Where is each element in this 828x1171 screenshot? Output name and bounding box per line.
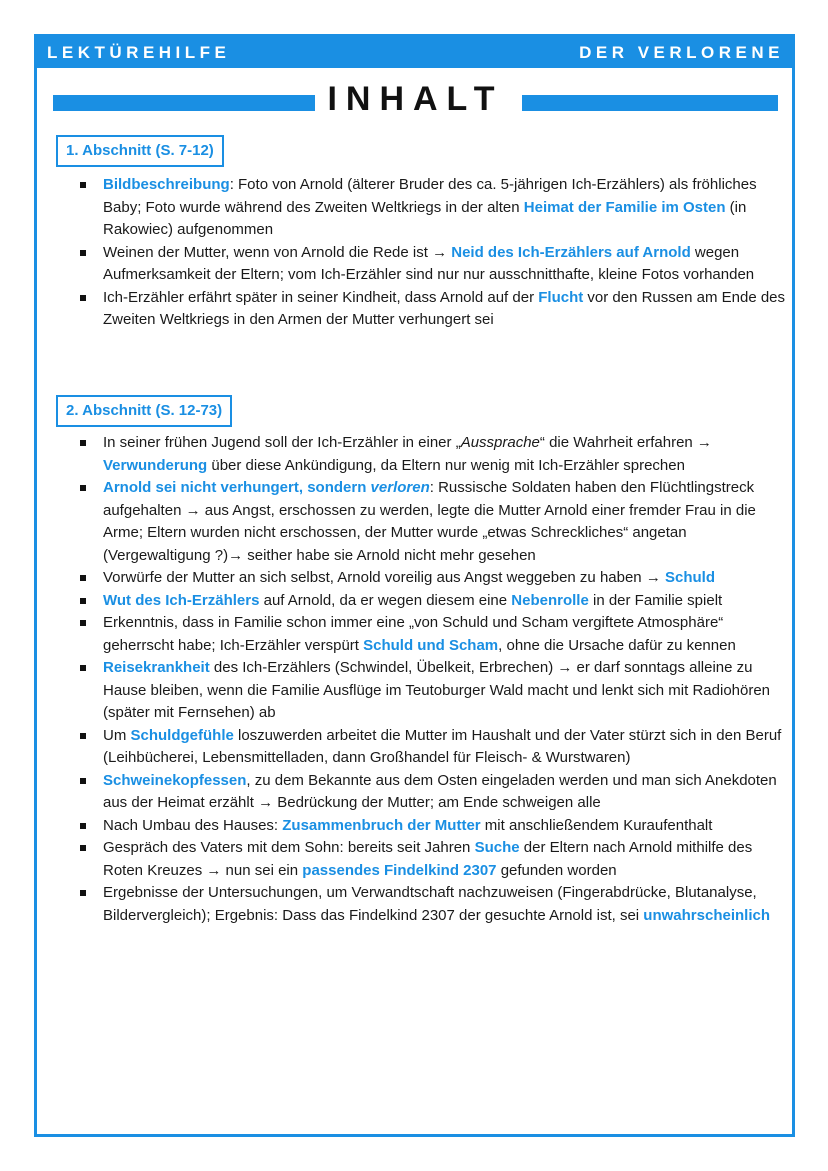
- text-segment: auf Arnold, da er wegen diesem eine: [259, 591, 512, 609]
- list-item: [77, 725, 789, 770]
- bullet-icon: [80, 295, 86, 301]
- text-segment: vor den Russen am Ende des Zweiten Weltkriegs in den Armen der Mutter verhungert sei: [103, 288, 786, 328]
- highlight-term: Heimat der Familie im Osten: [523, 198, 726, 216]
- text-segment: in der Familie spielt: [588, 591, 723, 609]
- list-item: [77, 657, 789, 725]
- list-item: [77, 242, 789, 287]
- text-segment: Ergebnisse der Untersuchungen, um Verwandtschaft nachzuweisen (Fingerabdrücke, Blutanalyse, Bildervergleich); Ergebnis: Dass das Findelkind 2307 der gesuchte Arnold ist, sei: [103, 884, 757, 924]
- list-item: [77, 432, 789, 477]
- bullet-icon: [80, 575, 86, 581]
- highlight-term: Schuldgefühle: [130, 726, 234, 744]
- highlight-term: Verwunderung: [103, 456, 208, 474]
- text-segment: wegen Aufmerksamkeit der Eltern; vom Ich-Erzähler sind nur nur ausschnitthafte, kleine Fotos vorhanden: [103, 243, 755, 283]
- list-item: [77, 287, 789, 332]
- page-title: INHALT: [327, 80, 504, 118]
- highlight-term: Bildbeschreibung: [103, 176, 230, 193]
- list-item: [77, 174, 789, 242]
- list-item: [77, 815, 789, 838]
- text-segment: Aussprache: [460, 434, 540, 451]
- text-segment: Gespräch des Vaters mit dem Sohn: bereits seit Jahren: [103, 839, 475, 856]
- text-segment: : Foto von Arnold (älterer Bruder des ca. 5-jährigen Ich-Erzählers) als fröhliches Baby; Foto wurde während des Zweiten Weltkriegs in der alten: [103, 176, 757, 216]
- highlight-term: verloren: [370, 479, 430, 496]
- text-segment: : Russische Soldaten haben den Flüchtlingstreck aufgehalten → aus Angst, erschossen zu werden, legte die Mutter Arnold einer fremder Frau in die Arme; Eltern wurden nicht erschossen, der Mutter wurde „etwas Schreckliches“ angetan (Vergewaltigung ?)→ seither habe sie Arnold nicht mehr gesehen: [103, 479, 756, 564]
- page-frame: [34, 34, 795, 1137]
- bullet-icon: [80, 598, 86, 604]
- text-segment: Weinen der Mutter, wenn von Arnold die Rede ist →: [103, 243, 452, 261]
- bullet-icon: [80, 890, 86, 896]
- text-segment: In seiner frühen Jugend soll der Ich-Erzähler in einer „: [103, 434, 461, 451]
- text-segment: “ die Wahrheit erfahren →: [539, 434, 712, 451]
- bullet-icon: [80, 733, 86, 739]
- highlight-term: Nebenrolle: [511, 591, 589, 609]
- bullet-icon: [80, 665, 86, 671]
- text-segment: , zu dem Bekannte aus dem Osten eingeladen werden und man sich Anekdoten aus der Heimat erzählt → Bedrückung der Mutter; am Ende schweigen alle: [103, 771, 777, 811]
- bullet-icon: [80, 485, 86, 491]
- section-1-list: [77, 174, 789, 332]
- highlight-term: Flucht: [538, 288, 584, 306]
- text-segment: mit anschließendem Kuraufenthalt: [480, 816, 713, 834]
- list-item: [77, 770, 789, 815]
- highlight-term: unwahrscheinlich: [643, 906, 770, 924]
- bullet-icon: [80, 182, 86, 188]
- list-item: [77, 837, 789, 882]
- bullet-icon: [80, 250, 86, 256]
- list-item: [77, 567, 789, 590]
- text-segment: Ich-Erzähler erfährt später in seiner Kindheit, dass Arnold auf der: [103, 288, 539, 306]
- highlight-term: Arnold sei nicht verhungert, sondern: [103, 479, 371, 496]
- text-segment: (in Rakowiec) aufgenommen: [103, 198, 747, 238]
- title-row: [53, 80, 778, 125]
- text-segment: loszuwerden arbeitet die Mutter im Haushalt und der Vater stürzt sich in den Beruf (Leihbücherei, Lebensmittelladen, dann Großhandel für Fleisch- & Wurstwaren): [103, 726, 782, 766]
- highlight-term: Schuld: [665, 569, 716, 586]
- bullet-icon: [80, 778, 86, 784]
- highlight-term: passendes Findelkind 2307: [302, 861, 497, 879]
- bullet-icon: [80, 440, 86, 446]
- list-item: [77, 590, 789, 613]
- header-bar: [37, 37, 792, 68]
- bullet-icon: [80, 823, 86, 829]
- text-segment: des Ich-Erzählers (Schwindel, Übelkeit, Erbrechen) → er darf sonntags alleine zu Hause bleiben, wenn die Familie Ausflüge im Teutoburger Wald macht und lenkt sich mit Radiohören (später mit Fernsehen) ab: [103, 659, 771, 721]
- highlight-term: Reisekrankheit: [103, 659, 210, 676]
- list-item: [77, 882, 789, 927]
- text-segment: Erkenntnis, dass in Familie schon immer eine „von Schuld und Scham vergiftete Atmosphäre“ geherrscht habe; Ich-Erzähler verspürt: [103, 614, 724, 654]
- text-segment: gefunden worden: [496, 861, 617, 879]
- bullet-icon: [80, 845, 86, 851]
- header-right: DER VERLORENE: [579, 43, 784, 62]
- text-segment: Um: [103, 726, 131, 744]
- section-2-heading: 2. Abschnitt (S. 12-73): [56, 395, 232, 427]
- highlight-term: Suche: [474, 839, 520, 856]
- header-left: LEKTÜREHILFE: [47, 43, 231, 62]
- bullet-icon: [80, 620, 86, 626]
- section-1-heading: 1. Abschnitt (S. 7-12): [56, 135, 224, 167]
- list-item: [77, 477, 789, 567]
- highlight-term: Neid des Ich-Erzählers auf Arnold: [451, 243, 691, 261]
- highlight-term: Wut des Ich-Erzählers: [103, 591, 260, 609]
- highlight-term: Schweinekopfessen: [103, 771, 247, 789]
- highlight-term: Schuld und Scham: [363, 636, 499, 654]
- text-segment: der Eltern nach Arnold mithilfe des Roten Kreuzes → nun sei ein: [103, 839, 753, 879]
- text-segment: Nach Umbau des Hauses:: [103, 816, 283, 834]
- text-segment: über diese Ankündigung, da Eltern nur wenig mit Ich-Erzähler sprechen: [207, 456, 685, 474]
- text-segment: Vorwürfe der Mutter an sich selbst, Arnold voreilig aus Angst weggeben zu haben →: [103, 569, 665, 586]
- text-segment: , ohne die Ursache dafür zu kennen: [498, 636, 736, 654]
- list-item: [77, 612, 789, 657]
- highlight-term: Zusammenbruch der Mutter: [282, 816, 481, 834]
- section-2-list: [77, 432, 789, 927]
